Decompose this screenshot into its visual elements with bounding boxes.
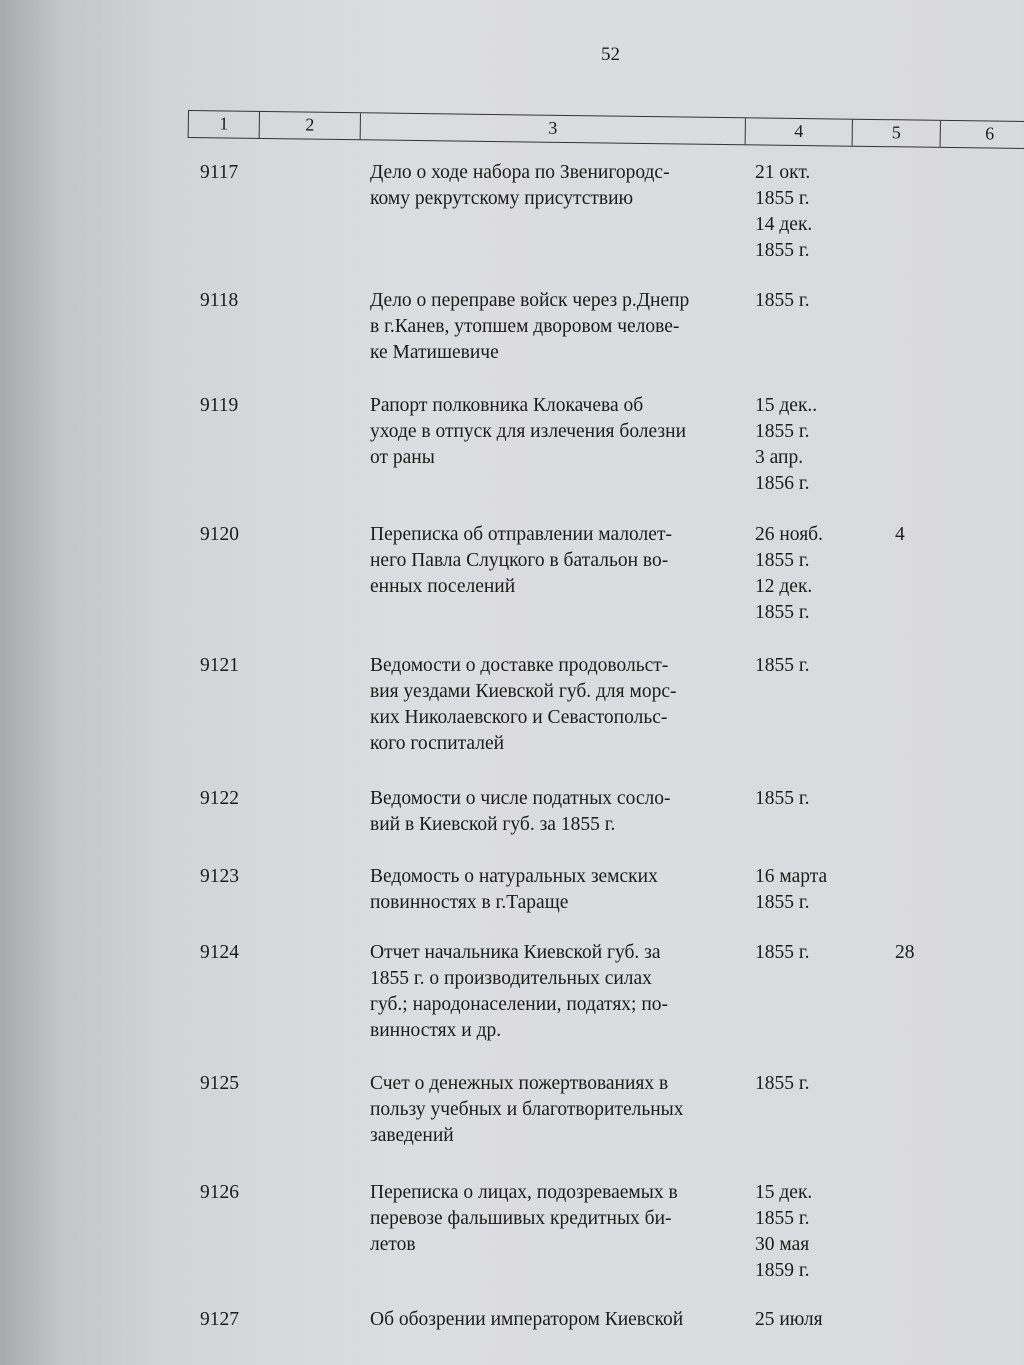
date-line: 12 дек. [755, 576, 813, 597]
date-line: 1855 г. [755, 290, 810, 311]
header-col-5: 5 [853, 120, 941, 147]
record-dates [755, 940, 810, 966]
record-description [370, 393, 745, 471]
description-line: Дело о переправе войск через р.Днепр [370, 290, 690, 311]
description-line: Дело о ходе набора по Звенигородс- [370, 162, 670, 183]
record-dates [755, 522, 823, 626]
record-description [370, 288, 745, 366]
description-line: вия уездами Киевской губ. для морс- [370, 681, 677, 702]
description-line: 1855 г. о производительных силах [370, 968, 652, 989]
description-line: Об обозрении императором Киевской [370, 1309, 684, 1330]
description-line: губ.; народонаселении, податях; по- [370, 994, 669, 1015]
description-line: повинностях в г.Тараще [370, 892, 569, 913]
description-line: кому рекрутскому присутствию [370, 188, 634, 209]
description-line: летов [370, 1234, 416, 1255]
record-description [370, 160, 745, 212]
description-line: от раны [370, 447, 435, 468]
record-dates [755, 160, 812, 264]
date-line: 1859 г. [755, 1260, 810, 1281]
date-line: 14 дек. [755, 214, 813, 235]
record-dates [755, 393, 817, 497]
header-col-1: 1 [189, 111, 260, 138]
record-dates [755, 1180, 812, 1284]
date-line: 30 мая [755, 1234, 810, 1255]
record-dates [755, 864, 827, 916]
record-number: 9118 [200, 290, 239, 311]
record-number: 9127 [200, 1309, 239, 1330]
date-line: 25 июля [755, 1309, 823, 1330]
date-line: 1855 г. [755, 1208, 810, 1229]
record-description [370, 1307, 745, 1333]
description-line: Переписка о лицах, подозреваемых в [370, 1182, 678, 1203]
description-line: ких Николаевского и Севастопольс- [370, 707, 668, 728]
date-line: 26 нояб. [755, 524, 823, 545]
record-number: 9120 [200, 524, 239, 545]
record-dates [755, 1071, 810, 1097]
description-line: перевозе фальшивых кредитных би- [370, 1208, 672, 1229]
description-line: него Павла Слуцкого в батальон во- [370, 550, 669, 571]
record-dates [755, 786, 810, 812]
record-number: 9126 [200, 1182, 239, 1203]
record-description [370, 864, 745, 916]
header-col-3: 3 [361, 113, 746, 144]
date-line: 1855 г. [755, 788, 810, 809]
description-line: Рапорт полковника Клокачева об [370, 395, 644, 416]
record-description [370, 653, 745, 757]
table-header [188, 110, 1024, 149]
record-description [370, 940, 745, 1044]
date-line: 1855 г. [755, 188, 810, 209]
description-line: заведений [370, 1125, 454, 1146]
header-col-6: 6 [985, 123, 995, 144]
record-dates [755, 1307, 823, 1333]
date-line: 1855 г. [755, 942, 810, 963]
date-line: 3 апр. [755, 447, 804, 468]
date-line: 1856 г. [755, 473, 810, 494]
record-number: 9123 [200, 866, 239, 887]
description-line: Отчет начальника Киевской губ. за [370, 942, 661, 963]
description-line: Ведомости о доставке продовольст- [370, 655, 669, 676]
record-description [370, 1180, 745, 1258]
date-line: 21 окт. [755, 162, 811, 183]
record-description [370, 786, 745, 838]
description-line: Ведомость о натуральных земских [370, 866, 658, 887]
description-line: Переписка об отправлении малолет- [370, 524, 672, 545]
date-line: 1855 г. [755, 892, 810, 913]
description-line: винностях и др. [370, 1020, 502, 1041]
description-line: ке Матишевиче [370, 342, 499, 363]
record-number: 9117 [200, 162, 239, 183]
description-line: Ведомости о числе податных сосло- [370, 788, 671, 809]
record-number: 9121 [200, 655, 239, 676]
record-number: 9122 [200, 788, 239, 809]
sheet-count: 4 [895, 524, 905, 545]
record-number: 9124 [200, 942, 239, 963]
sheet-count: 28 [895, 942, 915, 963]
header-col-4: 4 [746, 118, 853, 145]
date-line: 16 марта [755, 866, 828, 887]
record-description [370, 1071, 745, 1149]
record-number: 9119 [200, 395, 239, 416]
header-col-2: 2 [260, 112, 361, 139]
record-dates [755, 653, 810, 679]
description-line: вий в Киевской губ. за 1855 г. [370, 814, 616, 835]
record-dates [755, 288, 810, 314]
date-line: 1855 г. [755, 240, 810, 261]
record-description [370, 522, 745, 600]
description-line: Счет о денежных пожертвованиях в [370, 1073, 669, 1094]
description-line: пользу учебных и благотворительных [370, 1099, 684, 1120]
description-line: в г.Канев, утопшем дворовом челове- [370, 316, 680, 337]
page-number: 52 [601, 44, 620, 65]
date-line: 1855 г. [755, 655, 810, 676]
date-line: 15 дек. [755, 1182, 813, 1203]
date-line: 1855 г. [755, 1073, 810, 1094]
date-line: 15 дек.. [755, 395, 818, 416]
description-line: кого госпиталей [370, 733, 505, 754]
date-line: 1855 г. [755, 602, 810, 623]
record-number: 9125 [200, 1073, 239, 1094]
description-line: енных поселений [370, 576, 516, 597]
description-line: уходе в отпуск для излечения болезни [370, 421, 687, 442]
date-line: 1855 г. [755, 550, 810, 571]
date-line: 1855 г. [755, 421, 810, 442]
